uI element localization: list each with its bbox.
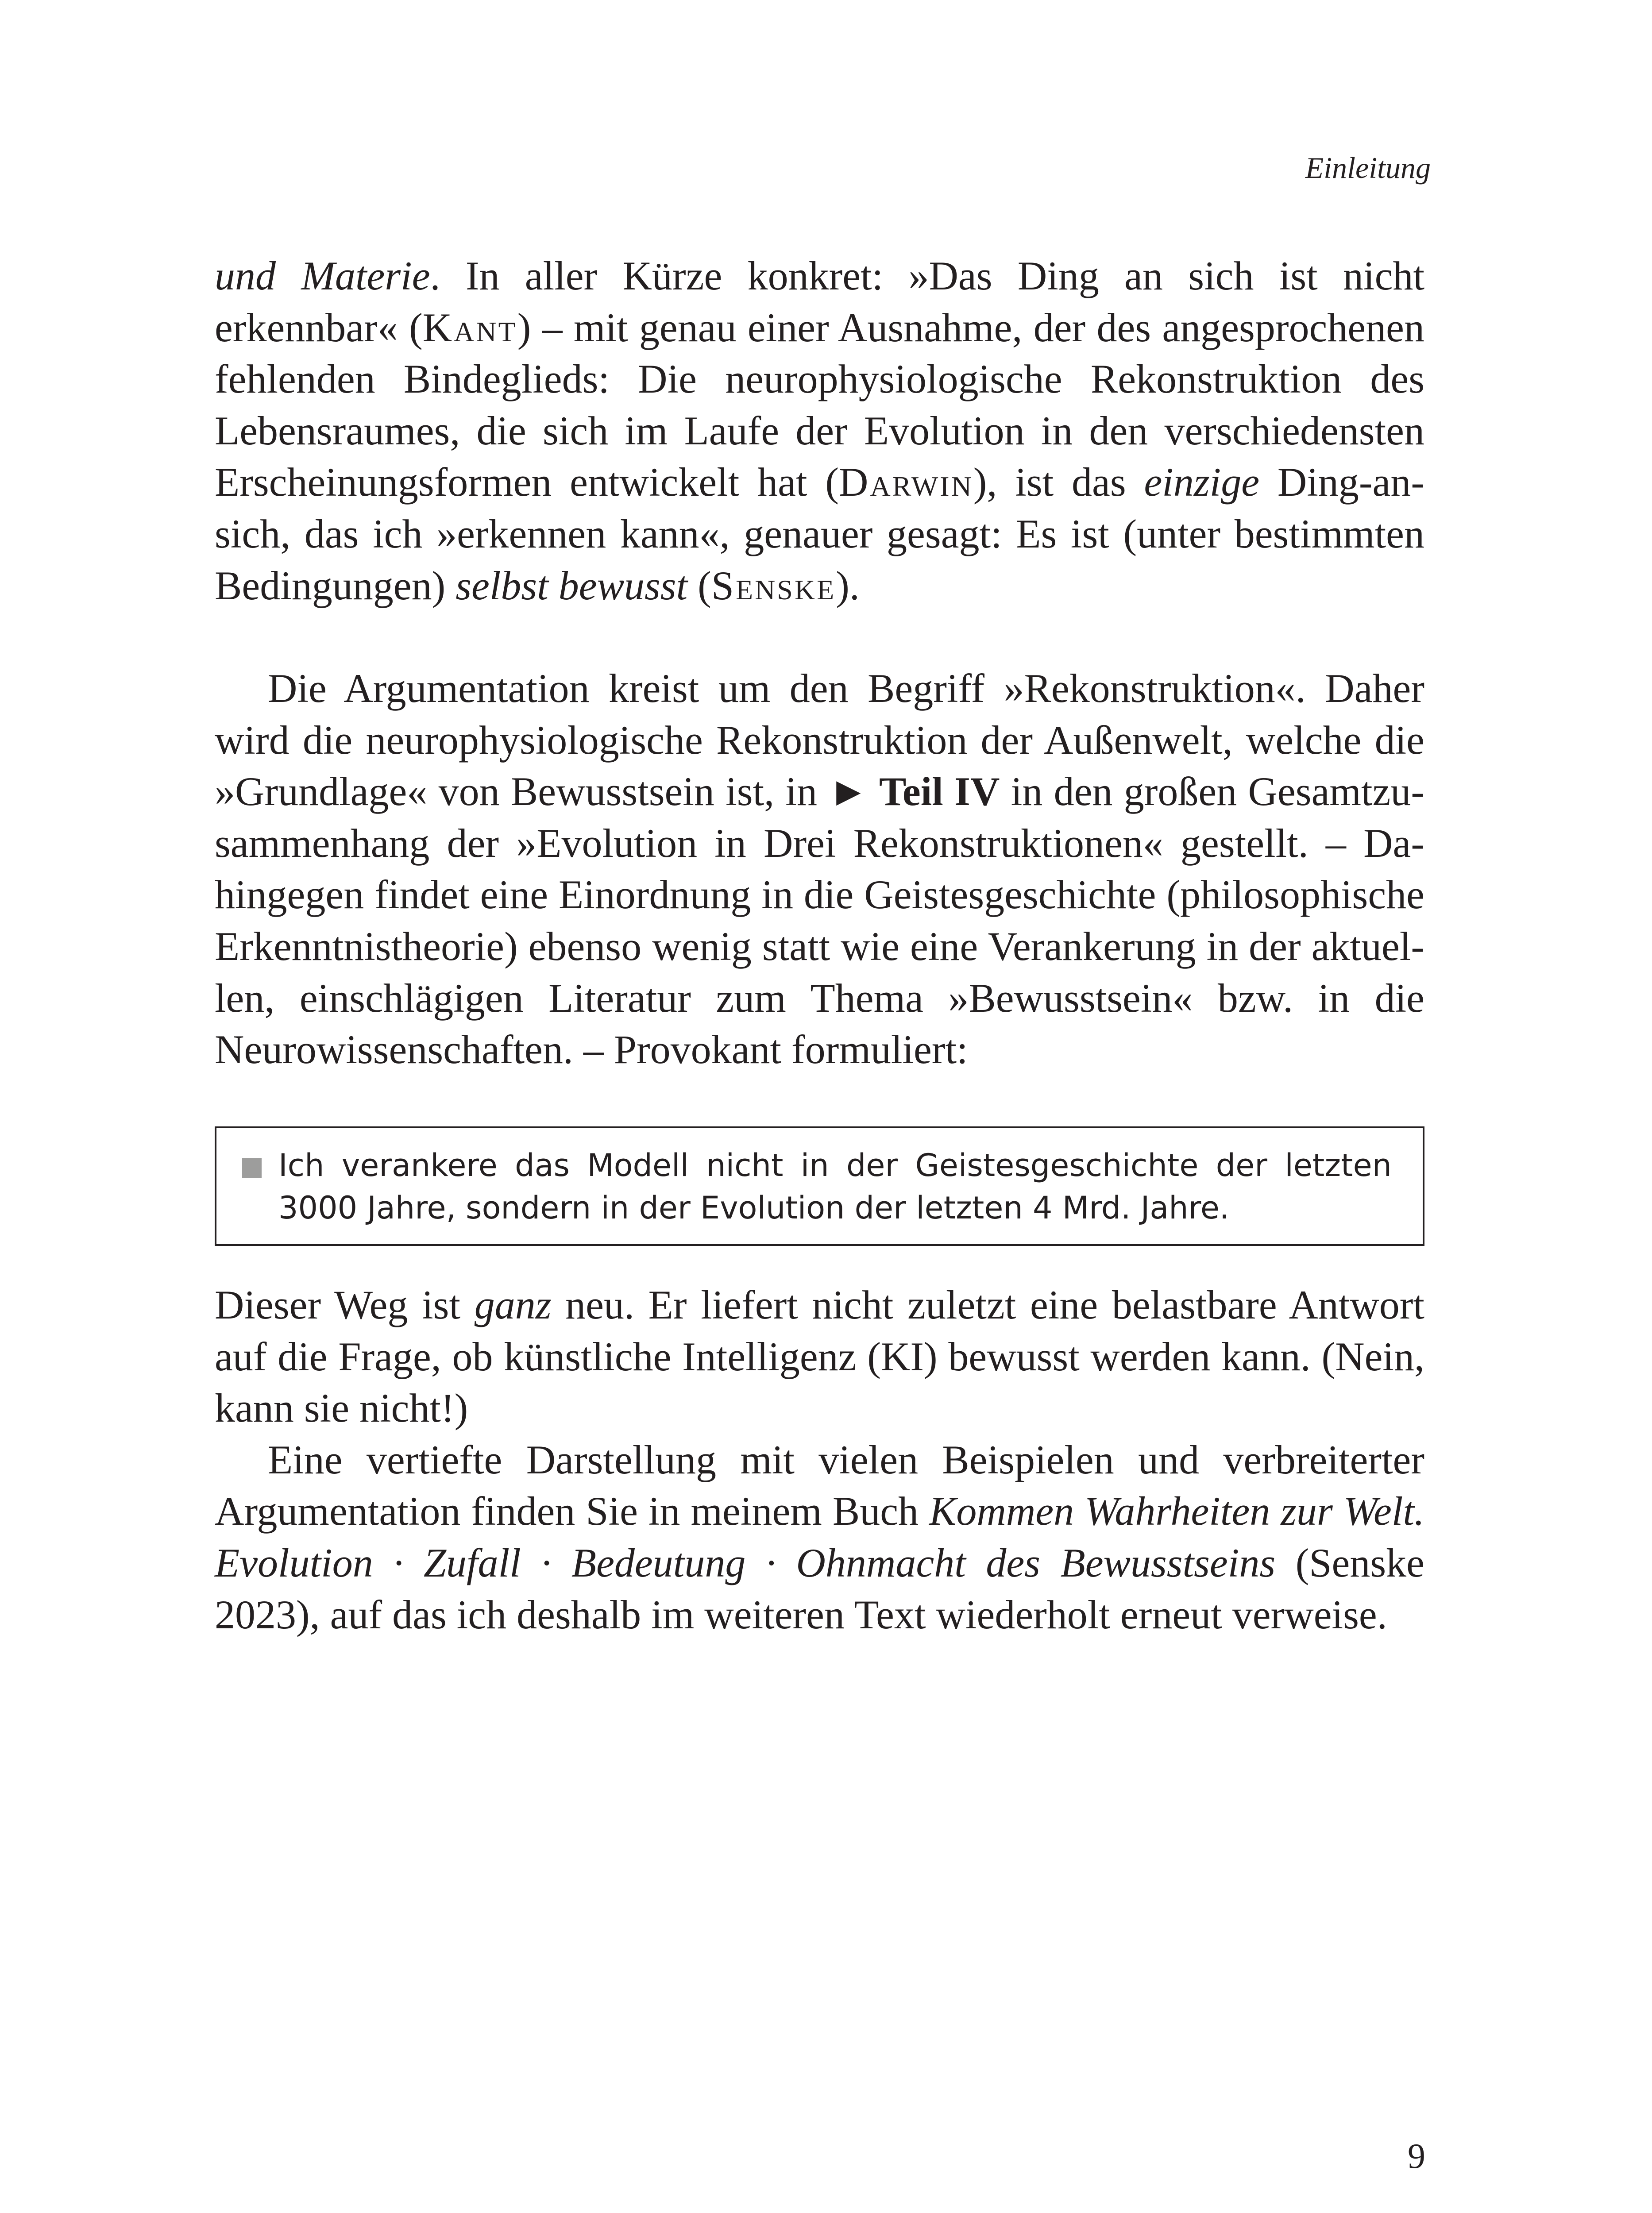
cross-reference-teil-iv[interactable]: ► Teil IV xyxy=(828,769,1000,814)
text-run: (Senske 2023), auf das ich deshalb im weiteren Text wiederholt erneut verweise. xyxy=(215,1540,1424,1637)
text-run: . In aller Kürze konkret: »Das Ding an sich ist nicht erkennbar« ( xyxy=(215,253,1424,350)
author-name-darwin: Darwin xyxy=(839,459,973,505)
callout-box xyxy=(215,1126,1424,1246)
text-block-middle xyxy=(215,663,1424,1076)
text-run: Die Argumentation kreist um den Begriff »Rekonstruktion«. Daher wird die neurophysiologische Rekonstruktion der Außenwelt, welche die »Grundlage« von Bewusstsein ist, in xyxy=(215,666,1424,814)
text-run: Ding-an-sich, das ich »erkennen kann«, genauer gesagt: Es ist (unter bestimmten Bedingungen) xyxy=(215,459,1424,608)
text-block-top xyxy=(215,250,1424,611)
italic-phrase: und Materie xyxy=(215,253,430,298)
book-title: Kommen Wahrheiten zur Welt. Evolution · Zufall · Bedeutung · Ohnmacht des Bewusstseins xyxy=(215,1488,1425,1585)
paragraph-2 xyxy=(215,663,1424,1076)
text-run: ) – mit genau einer Ausnahme, der des angesprochenen fehlenden Bindeglieds: Die neurophysiologische Rekonstruktion des Lebensraumes, die sich im Laufe der Evolution in den verschiedensten Erscheinungsformen entwickelt hat ( xyxy=(215,305,1424,505)
text-run: in den großen Gesamtzusammenhang der »Evolution in Drei Rekonstruktionen« gestellt. – Dahingegen findet eine Einordnung in die Geistesgeschichte (philosophische Erkenntnistheorie) ebenso wenig statt wie eine Verankerung in der aktuellen, einschlägigen Literatur zum Thema »Bewusstsein« bzw. in die Neurowissenschaften. – Provokant formuliert: xyxy=(215,769,1424,1072)
text-run: ), ist das xyxy=(973,459,1144,505)
italic-phrase: einzige xyxy=(1144,459,1260,505)
callout-text: Ich verankere das Modell nicht in der Geistesgeschichte der letzten 3000 Jahre, sondern in der Evolution der letzten 4 Mrd. Jahre. xyxy=(278,1147,1392,1226)
text-block-bottom xyxy=(215,1279,1424,1640)
page-number: 9 xyxy=(1408,2137,1425,2176)
running-head: Einleitung xyxy=(1305,151,1431,185)
paragraph-1 xyxy=(215,250,1424,611)
author-name-kant: Kant xyxy=(422,305,517,350)
callout-square-icon xyxy=(242,1158,262,1178)
text-run: ). xyxy=(836,563,860,608)
text-run: ( xyxy=(687,563,711,608)
text-run: Eine vertiefte Darstellung mit vielen Beispielen und verbreiterter Argumentation finden Sie in meinem Buch xyxy=(215,1437,1424,1534)
text-run: neu. Er liefert nicht zuletzt eine belastbare Antwort auf die Frage, ob künstliche Intelligenz (KI) bewusst werden kann. (Nein, kann sie nicht!) xyxy=(215,1282,1424,1431)
author-name-senske: Senske xyxy=(711,563,836,608)
paragraph-3 xyxy=(215,1279,1424,1434)
italic-phrase: selbst bewusst xyxy=(455,563,688,608)
paragraph-4 xyxy=(215,1434,1424,1640)
italic-phrase: ganz xyxy=(474,1282,552,1327)
text-run: Dieser Weg ist xyxy=(215,1282,475,1327)
